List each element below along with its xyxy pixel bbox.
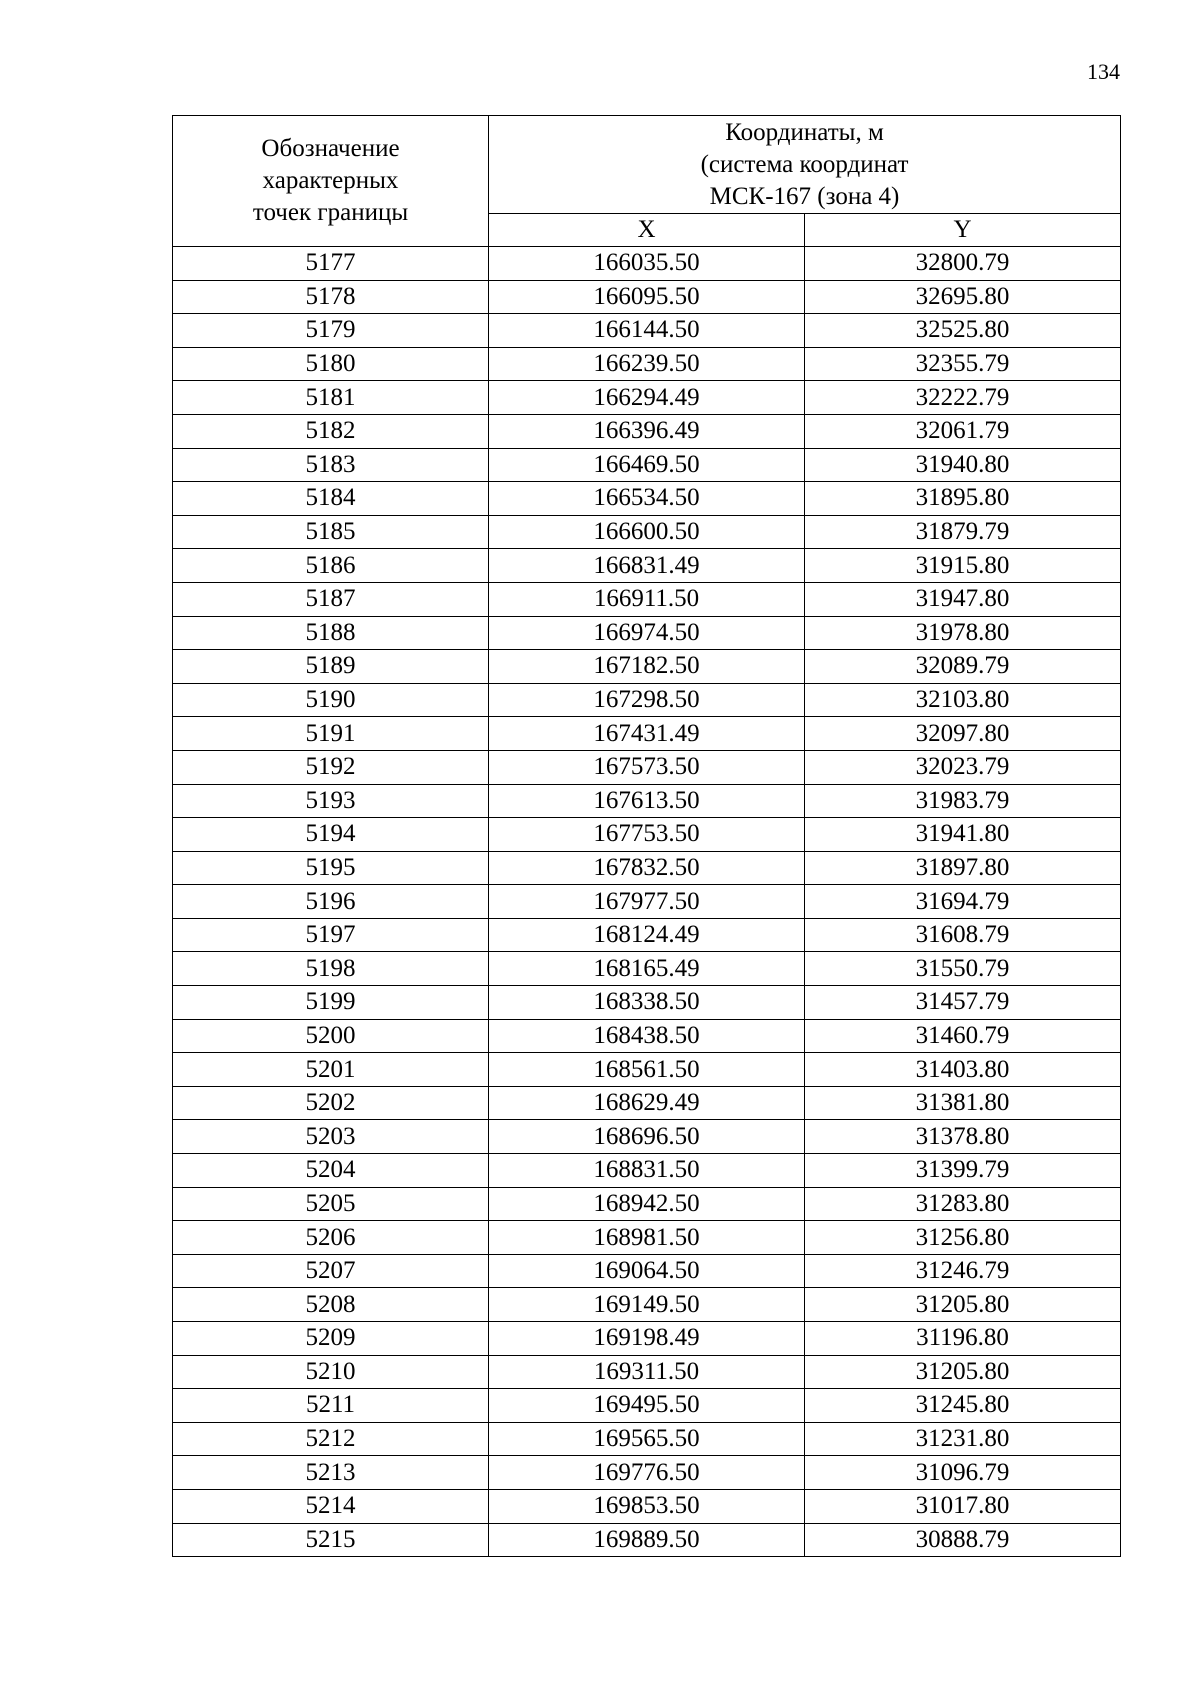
x-coordinate-cell: 167573.50 bbox=[489, 750, 805, 784]
y-coordinate-cell: 31205.80 bbox=[805, 1355, 1121, 1389]
y-coordinate-cell: 30888.79 bbox=[805, 1523, 1121, 1557]
x-coordinate-cell: 166600.50 bbox=[489, 515, 805, 549]
point-cell: 5179 bbox=[173, 314, 489, 348]
y-coordinate-cell: 32023.79 bbox=[805, 750, 1121, 784]
x-coordinate-cell: 168831.50 bbox=[489, 1154, 805, 1188]
point-cell: 5213 bbox=[173, 1456, 489, 1490]
table-row bbox=[173, 918, 1121, 952]
table-row bbox=[173, 314, 1121, 348]
point-cell: 5185 bbox=[173, 515, 489, 549]
y-coordinate-cell: 32525.80 bbox=[805, 314, 1121, 348]
y-coordinate-cell: 31983.79 bbox=[805, 784, 1121, 818]
table-row bbox=[173, 650, 1121, 684]
point-cell: 5204 bbox=[173, 1154, 489, 1188]
x-coordinate-cell: 169311.50 bbox=[489, 1355, 805, 1389]
x-coordinate-cell: 167613.50 bbox=[489, 784, 805, 818]
x-coordinate-cell: 169776.50 bbox=[489, 1456, 805, 1490]
coordinates-table bbox=[172, 115, 1121, 1557]
point-cell: 5184 bbox=[173, 482, 489, 516]
x-coordinate-cell: 166239.50 bbox=[489, 347, 805, 381]
table-row bbox=[173, 1355, 1121, 1389]
point-cell: 5189 bbox=[173, 650, 489, 684]
y-coordinate-cell: 32355.79 bbox=[805, 347, 1121, 381]
table-row bbox=[173, 1187, 1121, 1221]
table-row bbox=[173, 1523, 1121, 1557]
point-header-line-3: точек границы bbox=[252, 199, 409, 226]
y-coordinate-cell: 31196.80 bbox=[805, 1322, 1121, 1356]
table-row bbox=[173, 1221, 1121, 1255]
table-row bbox=[173, 448, 1121, 482]
x-coordinate-cell: 166095.50 bbox=[489, 280, 805, 314]
point-cell: 5202 bbox=[173, 1086, 489, 1120]
point-cell: 5211 bbox=[173, 1389, 489, 1423]
y-coordinate-cell: 31978.80 bbox=[805, 616, 1121, 650]
x-coordinate-cell: 167832.50 bbox=[489, 851, 805, 885]
x-column-header: X bbox=[489, 214, 805, 247]
y-coordinate-cell: 31460.79 bbox=[805, 1019, 1121, 1053]
table-row bbox=[173, 1086, 1121, 1120]
x-coordinate-cell: 166974.50 bbox=[489, 616, 805, 650]
y-coordinate-cell: 31879.79 bbox=[805, 515, 1121, 549]
x-coordinate-cell: 166534.50 bbox=[489, 482, 805, 516]
coords-header-line-3: МСК-167 (зона 4) bbox=[709, 182, 900, 210]
point-cell: 5178 bbox=[173, 280, 489, 314]
y-coordinate-cell: 32800.79 bbox=[805, 247, 1121, 281]
point-cell: 5209 bbox=[173, 1322, 489, 1356]
y-coordinate-cell: 32695.80 bbox=[805, 280, 1121, 314]
y-coordinate-cell: 31256.80 bbox=[805, 1221, 1121, 1255]
coordinates-column-header bbox=[489, 116, 1121, 214]
table-row bbox=[173, 616, 1121, 650]
table-row bbox=[173, 1489, 1121, 1523]
y-coordinate-cell: 31550.79 bbox=[805, 952, 1121, 986]
y-coordinate-cell: 31947.80 bbox=[805, 582, 1121, 616]
table-row bbox=[173, 381, 1121, 415]
y-coordinate-cell: 31399.79 bbox=[805, 1154, 1121, 1188]
point-cell: 5182 bbox=[173, 414, 489, 448]
point-cell: 5215 bbox=[173, 1523, 489, 1557]
x-coordinate-cell: 168165.49 bbox=[489, 952, 805, 986]
x-coordinate-cell: 166396.49 bbox=[489, 414, 805, 448]
table-row bbox=[173, 784, 1121, 818]
point-cell: 5214 bbox=[173, 1489, 489, 1523]
table-header bbox=[173, 116, 1121, 247]
table-row bbox=[173, 247, 1121, 281]
y-coordinate-cell: 32222.79 bbox=[805, 381, 1121, 415]
table-row bbox=[173, 347, 1121, 381]
point-cell: 5192 bbox=[173, 750, 489, 784]
y-coordinate-cell: 31283.80 bbox=[805, 1187, 1121, 1221]
point-cell: 5200 bbox=[173, 1019, 489, 1053]
y-coordinate-cell: 31205.80 bbox=[805, 1288, 1121, 1322]
x-coordinate-cell: 169565.50 bbox=[489, 1422, 805, 1456]
y-coordinate-cell: 31608.79 bbox=[805, 918, 1121, 952]
table-row bbox=[173, 683, 1121, 717]
point-cell: 5190 bbox=[173, 683, 489, 717]
x-coordinate-cell: 169853.50 bbox=[489, 1489, 805, 1523]
header-row-top bbox=[173, 116, 1121, 214]
table-row bbox=[173, 818, 1121, 852]
x-coordinate-cell: 169149.50 bbox=[489, 1288, 805, 1322]
x-coordinate-cell: 167977.50 bbox=[489, 885, 805, 919]
y-coordinate-cell: 31245.80 bbox=[805, 1389, 1121, 1423]
y-coordinate-cell: 31895.80 bbox=[805, 482, 1121, 516]
point-cell: 5177 bbox=[173, 247, 489, 281]
x-coordinate-cell: 166035.50 bbox=[489, 247, 805, 281]
point-cell: 5198 bbox=[173, 952, 489, 986]
x-coordinate-cell: 166144.50 bbox=[489, 314, 805, 348]
y-coordinate-cell: 31941.80 bbox=[805, 818, 1121, 852]
table-row bbox=[173, 1154, 1121, 1188]
point-header-line-2: характерных bbox=[262, 167, 399, 194]
y-coordinate-cell: 31915.80 bbox=[805, 549, 1121, 583]
point-cell: 5180 bbox=[173, 347, 489, 381]
x-coordinate-cell: 167182.50 bbox=[489, 650, 805, 684]
x-coordinate-cell: 168696.50 bbox=[489, 1120, 805, 1154]
x-coordinate-cell: 168561.50 bbox=[489, 1053, 805, 1087]
x-coordinate-cell: 166469.50 bbox=[489, 448, 805, 482]
x-coordinate-cell: 166294.49 bbox=[489, 381, 805, 415]
table-row bbox=[173, 1120, 1121, 1154]
table-row bbox=[173, 1019, 1121, 1053]
point-cell: 5181 bbox=[173, 381, 489, 415]
x-coordinate-cell: 166831.49 bbox=[489, 549, 805, 583]
point-cell: 5196 bbox=[173, 885, 489, 919]
table-row bbox=[173, 717, 1121, 751]
table-row bbox=[173, 885, 1121, 919]
x-coordinate-cell: 169495.50 bbox=[489, 1389, 805, 1423]
point-cell: 5206 bbox=[173, 1221, 489, 1255]
point-cell: 5197 bbox=[173, 918, 489, 952]
x-coordinate-cell: 168981.50 bbox=[489, 1221, 805, 1255]
point-cell: 5212 bbox=[173, 1422, 489, 1456]
y-coordinate-cell: 31096.79 bbox=[805, 1456, 1121, 1490]
point-cell: 5187 bbox=[173, 582, 489, 616]
point-cell: 5183 bbox=[173, 448, 489, 482]
x-coordinate-cell: 169064.50 bbox=[489, 1254, 805, 1288]
table-row bbox=[173, 482, 1121, 516]
table-row bbox=[173, 1456, 1121, 1490]
y-coordinate-cell: 31378.80 bbox=[805, 1120, 1121, 1154]
point-cell: 5191 bbox=[173, 717, 489, 751]
y-coordinate-cell: 31403.80 bbox=[805, 1053, 1121, 1087]
y-coordinate-cell: 32097.80 bbox=[805, 717, 1121, 751]
table-row bbox=[173, 1322, 1121, 1356]
point-cell: 5188 bbox=[173, 616, 489, 650]
y-coordinate-cell: 31940.80 bbox=[805, 448, 1121, 482]
x-coordinate-cell: 169198.49 bbox=[489, 1322, 805, 1356]
x-coordinate-cell: 168124.49 bbox=[489, 918, 805, 952]
point-cell: 5210 bbox=[173, 1355, 489, 1389]
table-row bbox=[173, 414, 1121, 448]
x-coordinate-cell: 167431.49 bbox=[489, 717, 805, 751]
table-row bbox=[173, 851, 1121, 885]
coords-header-line-1: Координаты, м bbox=[725, 118, 884, 146]
table-row bbox=[173, 1389, 1121, 1423]
x-coordinate-cell: 166911.50 bbox=[489, 582, 805, 616]
page-number: 134 bbox=[1087, 59, 1120, 84]
x-coordinate-cell: 168438.50 bbox=[489, 1019, 805, 1053]
x-coordinate-cell: 168629.49 bbox=[489, 1086, 805, 1120]
table-row bbox=[173, 280, 1121, 314]
point-cell: 5208 bbox=[173, 1288, 489, 1322]
y-coordinate-cell: 31897.80 bbox=[805, 851, 1121, 885]
point-cell: 5193 bbox=[173, 784, 489, 818]
point-cell: 5195 bbox=[173, 851, 489, 885]
x-coordinate-cell: 167298.50 bbox=[489, 683, 805, 717]
point-header-line-1: Обозначение bbox=[261, 135, 400, 162]
table-row bbox=[173, 986, 1121, 1020]
point-cell: 5194 bbox=[173, 818, 489, 852]
table-row bbox=[173, 1422, 1121, 1456]
table-row bbox=[173, 515, 1121, 549]
x-coordinate-cell: 167753.50 bbox=[489, 818, 805, 852]
y-column-header: Y bbox=[805, 214, 1121, 247]
table-body bbox=[173, 247, 1121, 1557]
y-coordinate-cell: 32061.79 bbox=[805, 414, 1121, 448]
point-cell: 5186 bbox=[173, 549, 489, 583]
point-cell: 5203 bbox=[173, 1120, 489, 1154]
table-row bbox=[173, 582, 1121, 616]
x-coordinate-cell: 168942.50 bbox=[489, 1187, 805, 1221]
table-row bbox=[173, 1254, 1121, 1288]
y-coordinate-cell: 31017.80 bbox=[805, 1489, 1121, 1523]
table-row bbox=[173, 1053, 1121, 1087]
y-coordinate-cell: 32103.80 bbox=[805, 683, 1121, 717]
x-coordinate-cell: 169889.50 bbox=[489, 1523, 805, 1557]
coords-header-line-2: (система координат bbox=[700, 150, 909, 178]
y-coordinate-cell: 31381.80 bbox=[805, 1086, 1121, 1120]
y-coordinate-cell: 31694.79 bbox=[805, 885, 1121, 919]
point-cell: 5199 bbox=[173, 986, 489, 1020]
x-coordinate-cell: 168338.50 bbox=[489, 986, 805, 1020]
table-row bbox=[173, 952, 1121, 986]
y-coordinate-cell: 31246.79 bbox=[805, 1254, 1121, 1288]
table-row bbox=[173, 750, 1121, 784]
y-coordinate-cell: 31231.80 bbox=[805, 1422, 1121, 1456]
point-cell: 5207 bbox=[173, 1254, 489, 1288]
y-coordinate-cell: 32089.79 bbox=[805, 650, 1121, 684]
point-cell: 5205 bbox=[173, 1187, 489, 1221]
table-row bbox=[173, 549, 1121, 583]
point-column-header bbox=[173, 116, 489, 247]
y-coordinate-cell: 31457.79 bbox=[805, 986, 1121, 1020]
point-cell: 5201 bbox=[173, 1053, 489, 1087]
table-row bbox=[173, 1288, 1121, 1322]
